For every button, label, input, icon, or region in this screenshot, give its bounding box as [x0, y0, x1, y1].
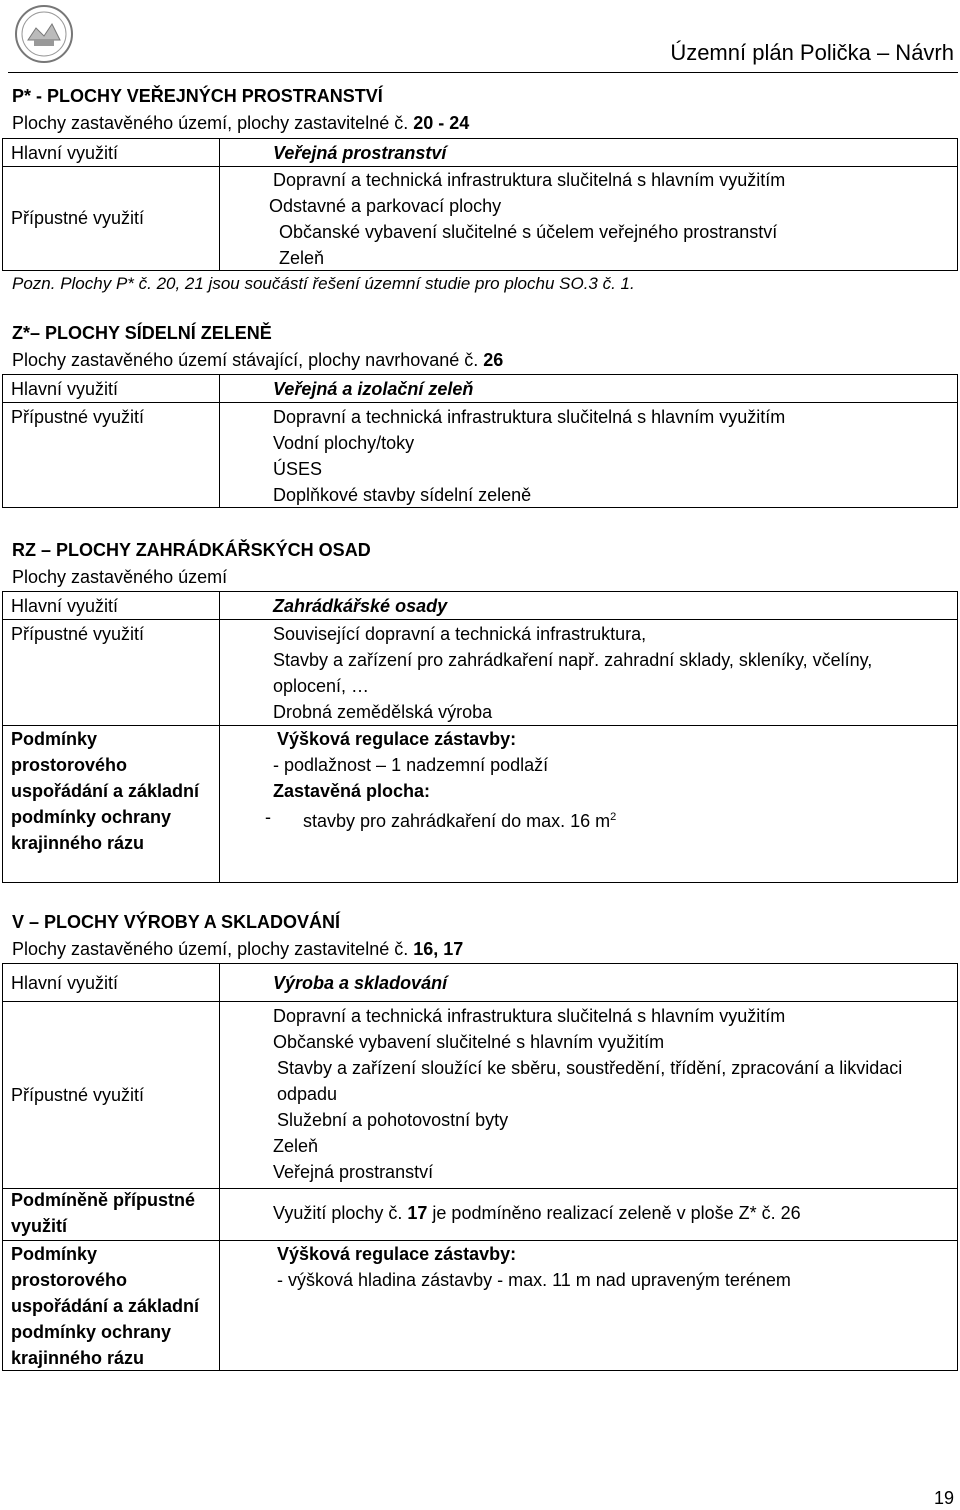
allowed-item: Odstavné a parkovací plochy	[269, 196, 502, 216]
area-heading: Zastavěná plocha:	[273, 781, 431, 801]
allowed-item: Dopravní a technická infrastruktura slučitelná s hlavním využitím	[273, 170, 786, 190]
label-main-use: Hlavní využití	[11, 973, 119, 993]
table-rz	[2, 591, 958, 883]
allowed-item: Zeleň	[273, 1136, 319, 1156]
area-dash: -	[265, 807, 271, 827]
main-use-value: Zahrádkářské osady	[273, 596, 448, 616]
allowed-item: Dopravní a technická infrastruktura slučitelná s hlavním využitím	[273, 1006, 786, 1026]
allowed-item: ÚSES	[273, 459, 323, 479]
label-allowed-use: Přípustné využití	[11, 208, 145, 228]
main-use-value: Veřejná a izolační zeleň	[273, 379, 474, 399]
label-allowed-use: Přípustné využití	[11, 407, 145, 427]
section-subtitle-p: Plochy zastavěného území, plochy zastavitelné č. 20 - 24	[12, 113, 470, 133]
allowed-item: Vodní plochy/toky	[273, 433, 415, 453]
document-title: Územní plán Polička – Návrh	[670, 40, 954, 65]
allowed-item: oplocení, …	[273, 676, 370, 696]
area-item: stavby pro zahrádkaření do max. 16 $m^2$	[303, 811, 617, 831]
allowed-item: Drobná zemědělská výroba	[273, 702, 493, 722]
section-subtitle-v: Plochy zastavěného území, plochy zastavitelné č. 16, 17	[12, 939, 464, 959]
section-title-z: Z*– PLOCHY SÍDELNÍ ZELENĚ	[12, 323, 272, 343]
allowed-item: Související dopravní a technická infrastruktura,	[273, 624, 647, 644]
height-item: - podlažnost – 1 nadzemní podlaží	[273, 755, 549, 775]
label-conditional-use: Podmíněně přípustné využití	[11, 1190, 196, 1236]
note-p: Pozn. Plochy P* č. 20, 21 jsou součástí řešení územní studie pro plochu SO.3 č. 1.	[12, 274, 635, 293]
section-title-p: P* - PLOCHY VEŘEJNÝCH PROSTRANSTVÍ	[12, 86, 383, 106]
allowed-item: Občanské vybavení slučitelné s účelem veřejného prostranství	[279, 222, 778, 242]
label-allowed-use: Přípustné využití	[11, 1085, 145, 1105]
allowed-item: Občanské vybavení slučitelné s hlavním využitím	[273, 1032, 665, 1052]
height-heading: Výšková regulace zástavby:	[277, 1244, 517, 1264]
label-main-use: Hlavní využití	[11, 143, 119, 163]
section-subtitle-rz: Plochy zastavěného území	[12, 567, 228, 587]
section-title-rz: RZ – PLOCHY ZAHRÁDKÁŘSKÝCH OSAD	[12, 540, 371, 560]
allowed-item: Služební a pohotovostní byty	[277, 1110, 509, 1130]
city-seal-logo	[14, 4, 74, 64]
main-use-value: Veřejná prostranství	[273, 143, 447, 163]
main-use-value: Výroba a skladování	[273, 973, 448, 993]
section-subtitle-z: Plochy zastavěného území stávající, plochy navrhované č. 26	[12, 350, 504, 370]
allowed-item: Stavby a zařízení pro zahrádkaření např. zahradní sklady, skleníky, včelíny,	[273, 650, 873, 670]
allowed-item: Zeleň	[279, 248, 325, 268]
allowed-item: Dopravní a technická infrastruktura slučitelná s hlavním využitím	[273, 407, 786, 427]
allowed-item: Stavby a zařízení sloužící ke sběru, soustředění, třídění, zpracování a likvidaci	[277, 1058, 903, 1078]
section-title-v: V – PLOCHY VÝROBY A SKLADOVÁNÍ	[12, 912, 341, 932]
allowed-item: odpadu	[277, 1084, 338, 1104]
table-v	[2, 963, 958, 1371]
height-item: - výšková hladina zástavby - max. 11 m nad upraveným terénem	[277, 1270, 791, 1290]
label-conditions: Podmínky prostorového uspořádání a základní podmínky ochrany krajinného rázu	[11, 1244, 200, 1368]
table-p	[2, 138, 958, 271]
label-allowed-use: Přípustné využití	[11, 624, 145, 644]
allowed-item: Doplňkové stavby sídelní zeleně	[273, 485, 532, 505]
label-main-use: Hlavní využití	[11, 596, 119, 616]
page-number: 19	[933, 1488, 954, 1508]
label-conditions: Podmínky prostorového uspořádání a základní podmínky ochrany krajinného rázu	[11, 729, 200, 853]
label-main-use: Hlavní využití	[11, 379, 119, 399]
conditional-use-text: Využití plochy č. 17 je podmíněno realizací zeleně v ploše Z* č. 26	[273, 1203, 801, 1223]
table-z	[2, 374, 958, 508]
header-rule	[8, 72, 958, 73]
allowed-item: Veřejná prostranství	[273, 1162, 434, 1182]
height-heading: Výšková regulace zástavby:	[277, 729, 517, 749]
